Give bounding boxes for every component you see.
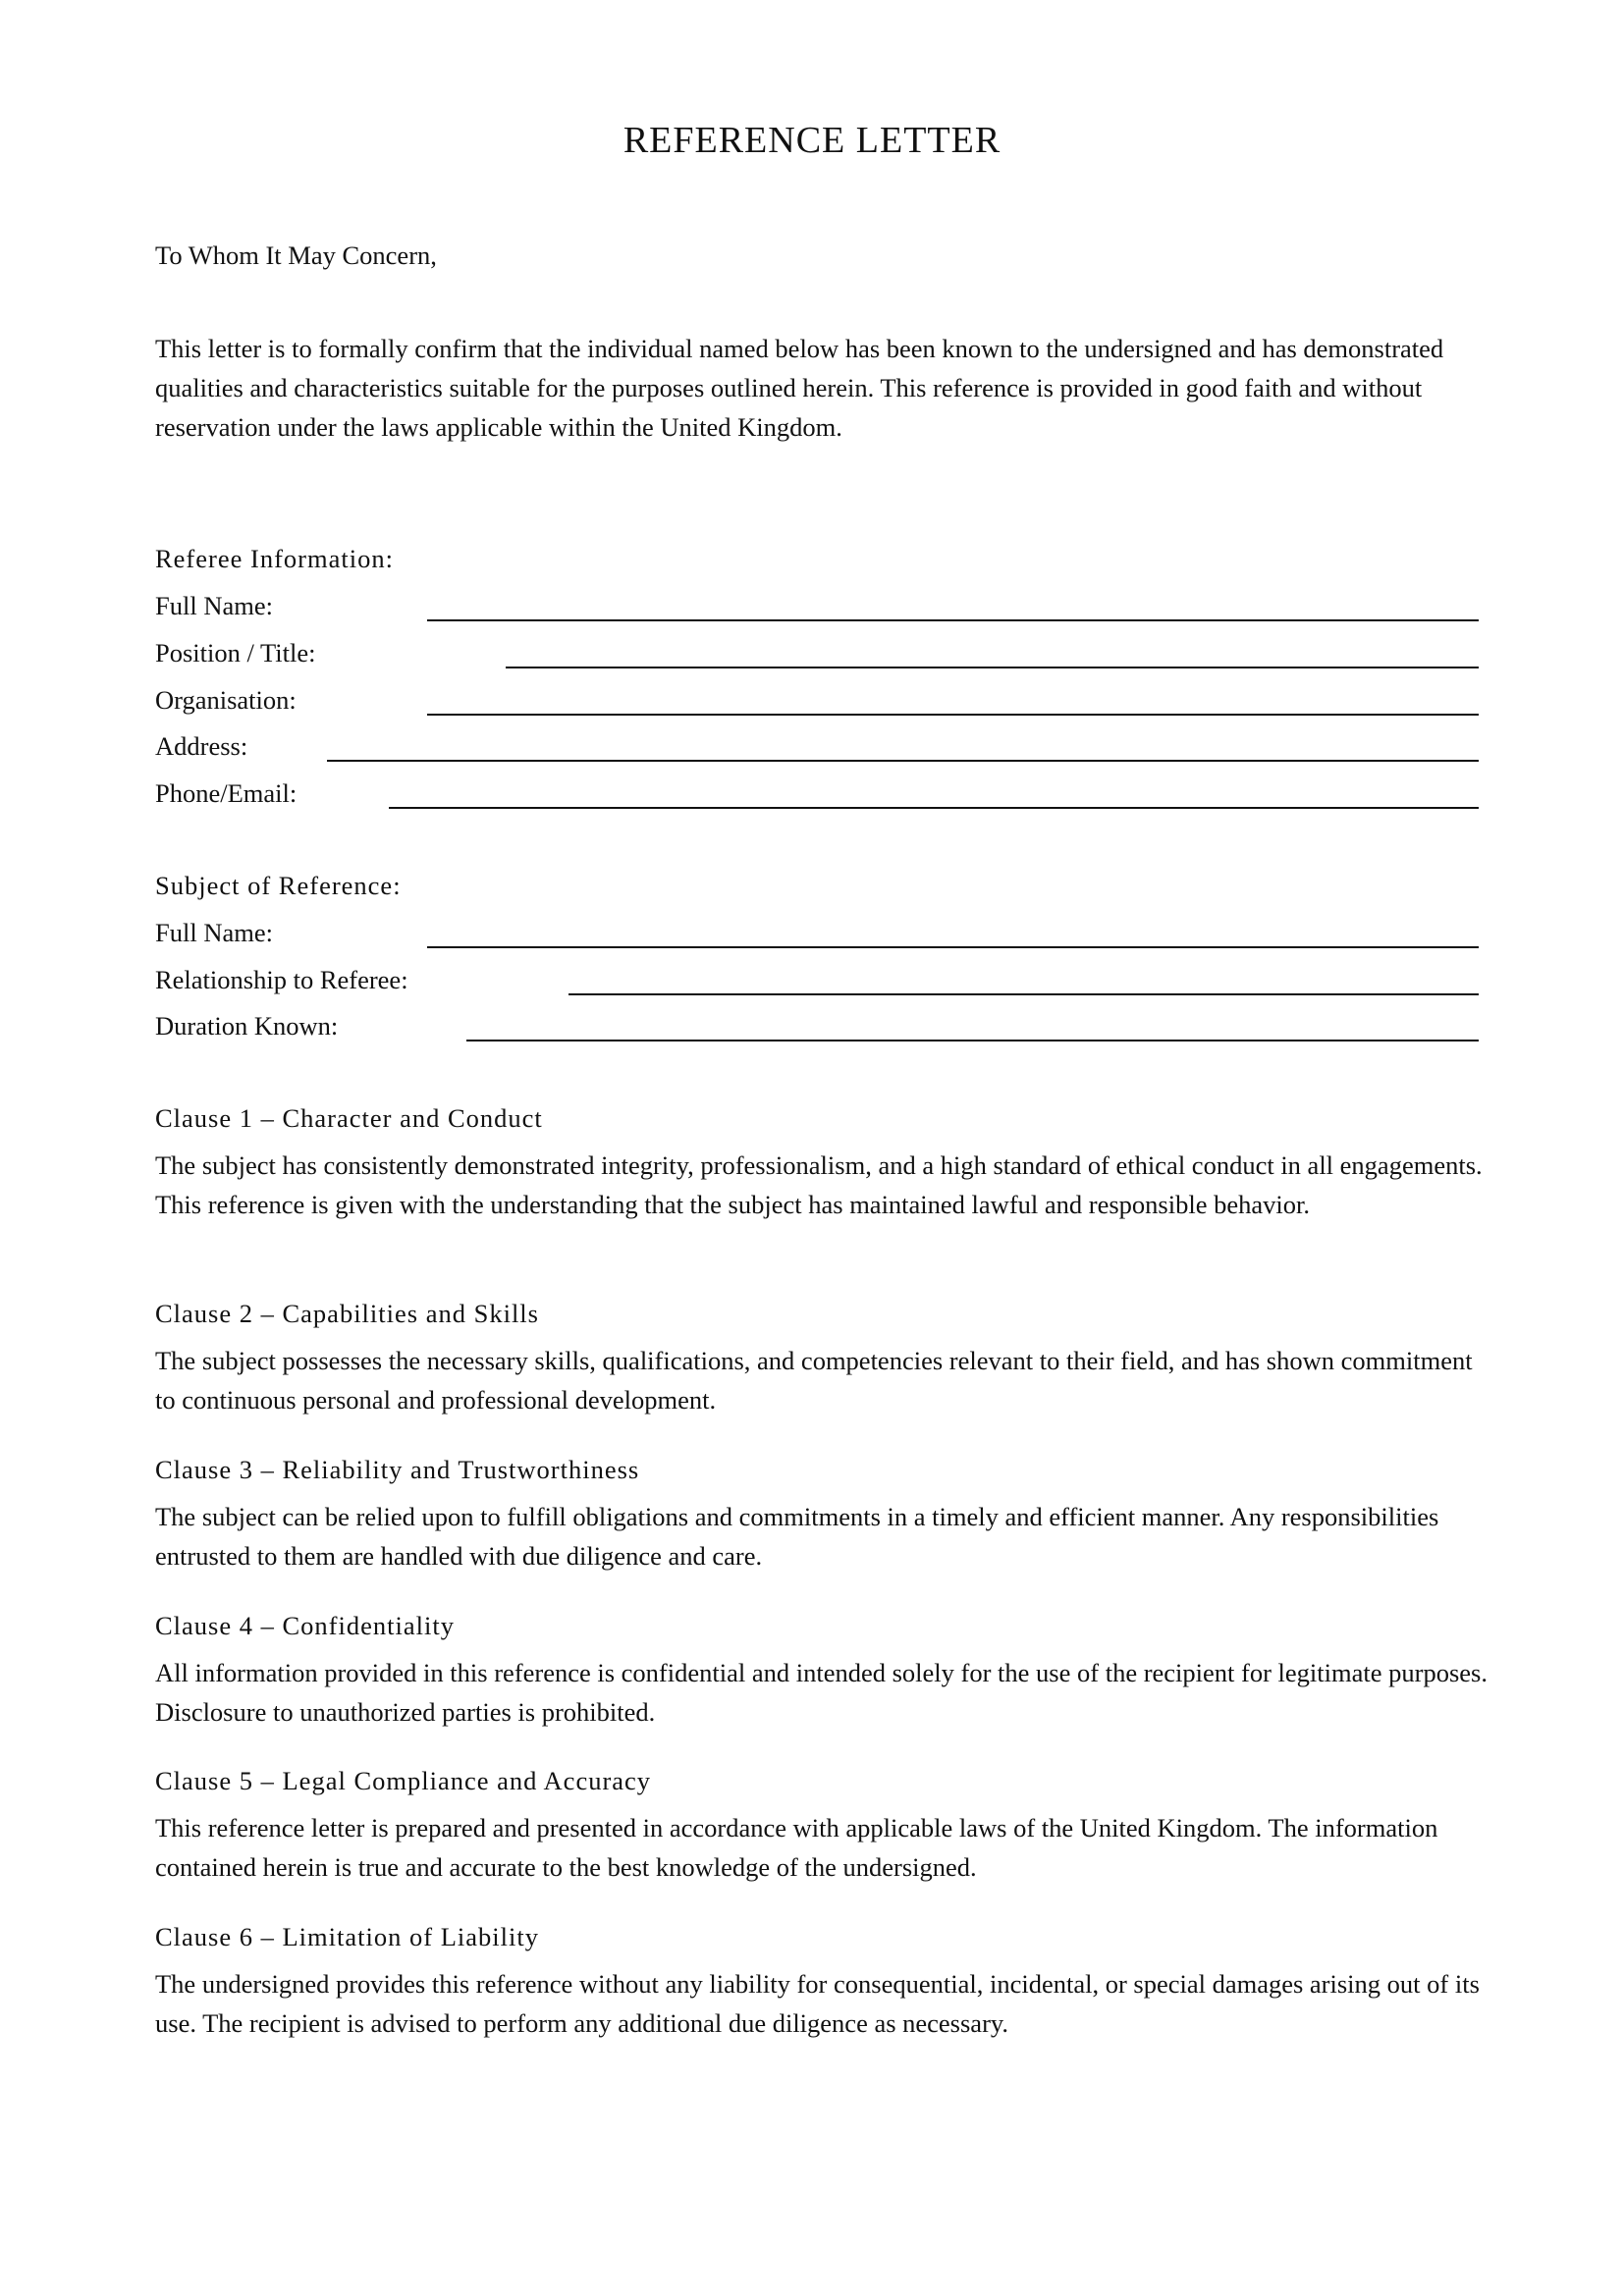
referee-contact-field[interactable] — [155, 774, 1479, 813]
clause-1-title: Clause 1 – Character and Conduct — [155, 1103, 543, 1133]
clause-5-title: Clause 5 – Legal Compliance and Accuracy — [155, 1766, 652, 1795]
subject-heading: Subject of Reference: — [155, 871, 402, 900]
fill-line[interactable] — [427, 619, 1479, 621]
clause-6-title: Clause 6 – Limitation of Liability — [155, 1922, 539, 1951]
subject-full-name-field[interactable] — [155, 913, 1479, 952]
clause-2-title: Clause 2 – Capabilities and Skills — [155, 1299, 539, 1328]
fill-line[interactable] — [506, 667, 1479, 668]
field-label: Position / Title: — [155, 638, 316, 667]
field-label: Organisation: — [155, 685, 297, 715]
subject-relationship-field[interactable] — [155, 960, 1479, 999]
field-label: Address: — [155, 731, 248, 761]
clause-2-body: The subject possesses the necessary skills, qualifications, and competencies relevant to their field, and has shown commitment to continuous personal and professional development. — [155, 1346, 1473, 1415]
field-label: Full Name: — [155, 591, 273, 620]
referee-full-name-field[interactable] — [155, 586, 1479, 625]
fill-line[interactable] — [427, 946, 1479, 948]
fill-line[interactable] — [568, 993, 1479, 995]
clause-3-title: Clause 3 – Reliability and Trustworthiness — [155, 1455, 640, 1484]
clause-3-body: The subject can be relied upon to fulfill obligations and commitments in a timely and efficient manner. Any responsibilities entrusted to them are handled with due diligence and care. — [155, 1502, 1439, 1571]
field-label: Relationship to Referee: — [155, 965, 408, 994]
fill-line[interactable] — [466, 1040, 1479, 1041]
clause-6-body: The undersigned provides this reference without any liability for consequential, incidental, or special damages arising out of its use. The recipient is advised to perform any additional due diligence as necessary. — [155, 1969, 1480, 2038]
fill-line[interactable] — [427, 714, 1479, 716]
greeting: To Whom It May Concern, — [155, 240, 437, 270]
referee-organisation-field[interactable] — [155, 680, 1479, 720]
referee-position-field[interactable] — [155, 633, 1479, 672]
intro-paragraph: This letter is to formally confirm that the individual named below has been known to the undersigned and has demonstrated qualities and characteristics suitable for the purposes outlined herein. This reference is provided in good faith and without reservation under the laws applicable within the United Kingdom. — [155, 334, 1444, 442]
fill-line[interactable] — [389, 807, 1479, 809]
field-label: Duration Known: — [155, 1011, 339, 1041]
field-label: Phone/Email: — [155, 778, 298, 808]
clause-5-body: This reference letter is prepared and presented in accordance with applicable laws of the United Kingdom. The information contained herein is true and accurate to the best knowledge of the undersigned. — [155, 1813, 1438, 1882]
fill-line[interactable] — [327, 760, 1479, 762]
referee-address-field[interactable] — [155, 726, 1479, 766]
clause-4-body: All information provided in this reference is confidential and intended solely for the use of the recipient for legitimate purposes. Disclosure to unauthorized parties is prohibited. — [155, 1658, 1488, 1727]
clause-4-title: Clause 4 – Confidentiality — [155, 1611, 455, 1640]
referee-heading: Referee Information: — [155, 544, 394, 573]
document-title: REFERENCE LETTER — [623, 120, 1001, 161]
subject-duration-field[interactable] — [155, 1006, 1479, 1045]
field-label: Full Name: — [155, 918, 273, 947]
clause-1-body: The subject has consistently demonstrated integrity, professionalism, and a high standard of ethical conduct in all engagements. This reference is given with the understanding that the subject has maintained lawful and responsible behavior. — [155, 1150, 1483, 1219]
